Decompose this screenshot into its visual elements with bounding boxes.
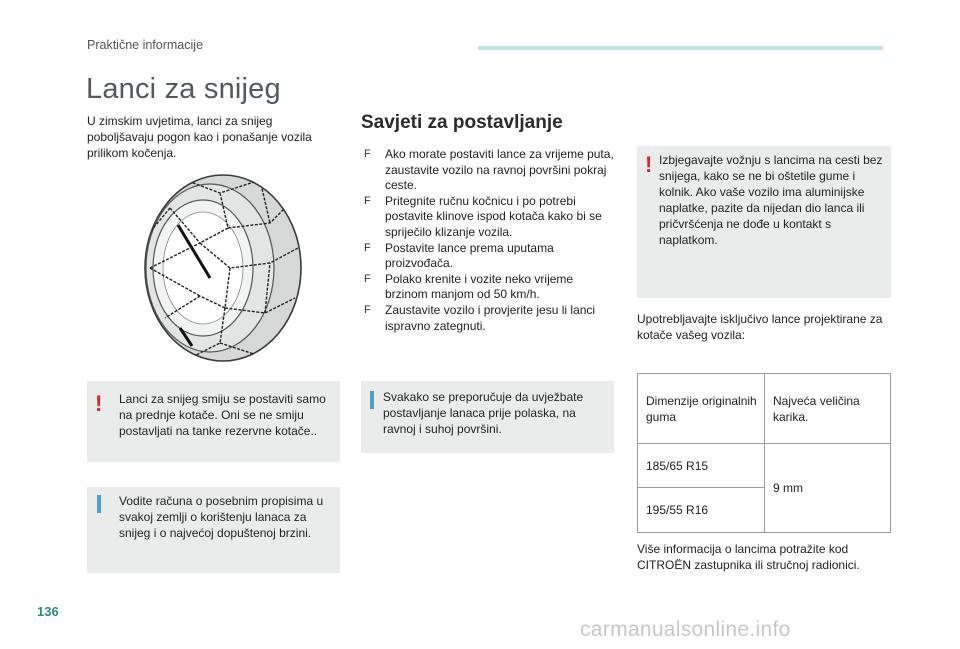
snow-chain-wheel-icon bbox=[110, 168, 310, 368]
fitting-advice-title: Savjeti za postavljanje bbox=[361, 112, 563, 133]
section-label: Praktične informacije bbox=[87, 38, 204, 52]
table-header-max-link-size: Najveća veličina karika. bbox=[765, 374, 891, 444]
info-icon bbox=[370, 391, 374, 409]
usage-note-text: Upotrebljavajte isključivo lance projektirane za kotače vašeg vozila: bbox=[637, 312, 883, 342]
practice-info-text: Svakako se preporučuje da uvježbate postavljanje lanaca prije polaska, na ravnoj i suhoj površini. bbox=[383, 390, 584, 436]
step-bullet-icon: F bbox=[364, 194, 371, 207]
step-bullet-icon: F bbox=[364, 241, 371, 254]
page-number: 136 bbox=[37, 604, 59, 619]
regulations-info-text: Vodite računa o posebnim propisima u svakoj zemlji o korištenju lanaca za snijeg i o najvećoj dopuštenoj brzini. bbox=[119, 494, 324, 540]
step-bullet-icon: F bbox=[364, 148, 371, 160]
front-wheels-warning-note bbox=[87, 381, 340, 462]
step-bullet-icon: F bbox=[364, 303, 371, 316]
roads-warning-note bbox=[637, 146, 891, 298]
list-item: F Ako morate postaviti lance za vrijeme puta, zaustavite vozilo na ravnoj površini pokraj ceste. bbox=[364, 147, 614, 193]
table-cell-tyre: 185/65 R15 bbox=[638, 444, 765, 488]
fitting-steps-list bbox=[364, 147, 619, 334]
more-info-text: Više informacija o lancima potražite kod CITROËN zastupnika ili stručnoj radionici. bbox=[637, 542, 860, 572]
roads-warning-text: Izbjegavajte vožnju s lancima na cesti bez snijega, kako se ne bi oštetile gume i kolnik. Ako vaše vozilo ima aluminijske naplatke, pazite da nijedan dio lanca ili pričvršćenja ne dođe u kontakt s naplatkom. bbox=[659, 153, 883, 247]
table-header-tyre-dimensions: Dimenzije originalnih guma bbox=[638, 374, 765, 444]
regulations-info-note bbox=[87, 487, 340, 573]
practice-info-note bbox=[361, 381, 614, 453]
list-item: F Polako krenite i vozite neko vrijeme brzinom manjom od 50 km/h. bbox=[364, 271, 574, 302]
list-item: F Postavite lance prema uputama proizvođača. bbox=[364, 240, 554, 271]
page-title: Lanci za snijeg bbox=[86, 73, 281, 105]
front-wheels-warning-text: Lanci za snijeg smiju se postaviti samo na prednje kotače. Oni se ne smiju postavljati na tanke rezervne kotače.. bbox=[119, 392, 326, 438]
info-icon bbox=[97, 495, 101, 513]
list-item: F Zaustavite vozilo i provjerite jesu li lanci ispravno zategnuti. bbox=[364, 302, 596, 333]
table-header-row bbox=[638, 374, 891, 444]
header-accent-bar bbox=[478, 46, 883, 50]
step-bullet-icon: F bbox=[364, 272, 371, 285]
table-row bbox=[638, 444, 891, 488]
warning-icon: ! bbox=[95, 391, 103, 416]
table-cell-tyre: 195/55 R16 bbox=[638, 488, 765, 533]
chain-spec-table bbox=[637, 373, 891, 533]
intro-text: U zimskim uvjetima, lanci za snijeg poboljšavaju pogon kao i ponašanje vozila prilikom kočenja. bbox=[87, 114, 312, 160]
table-cell-link-size: 9 mm bbox=[765, 444, 891, 533]
watermark: carmanualsonline.info bbox=[580, 618, 791, 641]
warning-icon: ! bbox=[645, 152, 653, 177]
list-item: F Pritegnite ručnu kočnicu i po potrebi postavite klinove ispod kotača kako bi se spriječilo klizanje vozila. bbox=[364, 193, 602, 239]
